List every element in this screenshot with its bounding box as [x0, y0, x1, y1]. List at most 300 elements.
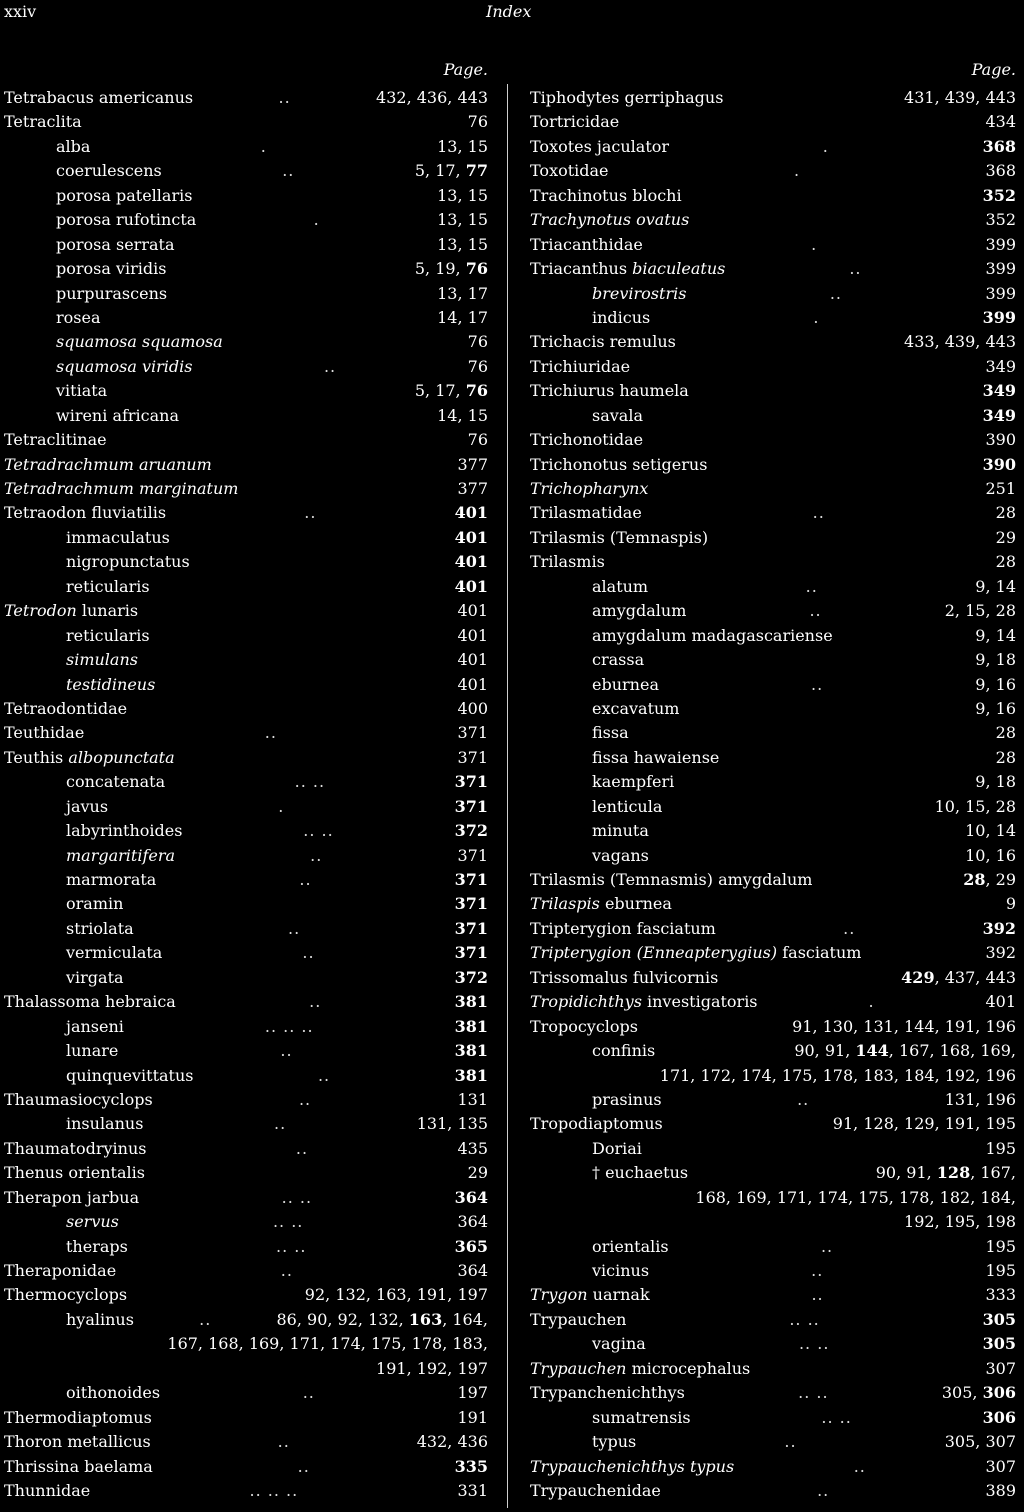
term-text: nigropunctatus — [66, 552, 190, 572]
term-text: reticularis — [66, 576, 150, 596]
term-text: Trilasmis — [530, 552, 605, 572]
entry-term — [4, 648, 138, 672]
page-ref: 13, 15 — [437, 234, 488, 254]
entry-pages — [985, 257, 1016, 281]
term-text: Thoron metallicus — [4, 1432, 151, 1452]
page-ref: 76 — [467, 356, 488, 376]
index-entry — [4, 184, 488, 208]
term-text: Tropidichthys — [530, 992, 642, 1012]
term-text: Trygon — [530, 1285, 588, 1305]
page-ref: 377 — [457, 479, 488, 498]
page-ref: 399 — [985, 259, 1016, 279]
page-ref: 13, 17 — [437, 283, 488, 303]
page-ref: 13, 15 — [437, 136, 488, 156]
page-ref: 401 — [985, 992, 1016, 1012]
term-text: Trachynotus ovatus — [530, 210, 690, 230]
page-ref: 352 — [985, 210, 1016, 230]
index-entry — [4, 1064, 488, 1088]
leader-dots: .. — [297, 1456, 310, 1476]
leader-dots: .. — [805, 576, 818, 596]
entry-term — [530, 1259, 649, 1283]
index-entry — [530, 159, 1016, 183]
leader-dots: . — [813, 307, 820, 327]
page-ref: 131, 196 — [944, 1089, 1016, 1109]
leader-dots: .. — [282, 161, 295, 181]
term-text: porosa patellaris — [56, 185, 193, 205]
page-ref: 14, 15 — [437, 405, 488, 425]
page-ref: 364 — [457, 1212, 488, 1232]
leader-dots: .. — [797, 1089, 810, 1109]
leader-dots: . — [278, 796, 285, 816]
index-entry — [530, 721, 1016, 745]
index-entry — [4, 624, 488, 648]
running-header: Index — [486, 2, 532, 21]
leader-dots: .. .. .. — [264, 1016, 314, 1036]
term-text: Tripterygion (Enneapterygius) — [530, 943, 778, 963]
leader-dots: . — [822, 136, 829, 156]
term-text: typus — [592, 1432, 637, 1452]
entry-term — [4, 1259, 116, 1283]
index-entry — [530, 379, 1016, 403]
entry-pages — [417, 1112, 488, 1136]
index-entry — [4, 1039, 488, 1063]
index-entry — [4, 1235, 488, 1259]
entry-term — [4, 1161, 145, 1185]
entry-term — [530, 1406, 691, 1430]
entry-term — [4, 159, 162, 183]
entry-term — [530, 868, 812, 892]
index-entry — [4, 697, 488, 721]
page-ref: 5, 17, — [414, 161, 466, 181]
index-entry — [4, 86, 488, 110]
entry-term — [530, 110, 619, 134]
leader-dots: . — [313, 210, 320, 230]
index-entry — [4, 844, 488, 868]
entry-term — [530, 526, 708, 550]
entry-pages — [975, 648, 1016, 672]
page-ref: 335 — [454, 1456, 488, 1476]
entry-term — [4, 575, 150, 599]
index-entry — [4, 892, 488, 916]
page-ref: , 164, — [442, 1309, 488, 1329]
entry-term — [4, 1479, 90, 1503]
entry-pages — [457, 453, 488, 477]
page-ref: 305, — [941, 1383, 983, 1403]
term-text: lunaris — [76, 601, 139, 621]
leader-dots: .. — [277, 1432, 290, 1452]
entry-pages — [942, 1381, 1016, 1405]
term-text: Trypauchen — [530, 1309, 627, 1329]
page-ref: 399 — [985, 283, 1016, 303]
term-text: amygdalum madagascariense — [592, 625, 833, 645]
index-entry — [4, 1161, 488, 1185]
index-entry — [4, 1210, 488, 1234]
page-ref: 381 — [454, 1065, 488, 1085]
term-text: Trypanchenichthys — [530, 1383, 685, 1403]
entry-pages — [975, 575, 1016, 599]
term-text: Tetraodon fluviatilis — [4, 503, 167, 523]
index-entry — [4, 1015, 488, 1039]
index-entry — [4, 208, 488, 232]
index-entry — [4, 233, 488, 257]
page-ref: 92, 132, 163, 191, 197 — [304, 1285, 488, 1305]
page-ref: 349 — [982, 381, 1016, 401]
entry-term — [4, 624, 150, 648]
index-entry — [4, 330, 488, 354]
entry-pages — [935, 795, 1016, 819]
entry-pages — [455, 550, 488, 574]
term-text: confinis — [592, 1041, 656, 1061]
entry-pages — [457, 648, 488, 672]
term-text: squamosa squamosa — [56, 332, 223, 352]
page-ref: 401 — [454, 527, 488, 547]
page-ref: 401 — [454, 503, 488, 523]
term-text: microcephalus — [626, 1358, 751, 1378]
term-text: Trilasmis (Temnaspis) — [530, 527, 709, 547]
index-entry — [4, 819, 488, 843]
term-text: Thaumatodryinus — [4, 1138, 147, 1158]
page-ref: 377 — [457, 454, 488, 474]
term-text: wireni africana — [56, 405, 180, 425]
entry-pages — [457, 1210, 488, 1234]
leader-dots: .. — [817, 1480, 830, 1500]
entry-term — [4, 135, 90, 159]
page-ref: 371 — [457, 747, 488, 767]
entry-term — [530, 233, 643, 257]
entry-pages — [455, 892, 488, 916]
index-entry — [530, 990, 1016, 1014]
term-text: Tiphodytes gerriphagus — [530, 88, 724, 107]
entry-pages — [468, 330, 488, 354]
leader-dots: .. — [298, 1089, 312, 1109]
entry-term — [4, 477, 238, 501]
index-entry — [4, 355, 488, 379]
entry-pages — [792, 1015, 1016, 1039]
leader-dots: .. — [317, 1065, 331, 1085]
leader-dots: .. — [278, 88, 291, 107]
entry-pages — [983, 453, 1016, 477]
entry-pages — [437, 404, 488, 428]
entry-term — [4, 990, 176, 1014]
entry-pages — [965, 844, 1016, 868]
page-ref: 191 — [457, 1407, 488, 1427]
page-ref: 128 — [936, 1163, 971, 1183]
term-text: oithonoides — [66, 1383, 161, 1403]
page-ref: 5, 17, — [414, 381, 466, 401]
index-entry — [530, 501, 1016, 525]
leader-dots: . — [811, 234, 818, 254]
index-entry — [4, 428, 488, 452]
term-text: Teuthidae — [4, 723, 85, 743]
page-ref: 163 — [408, 1309, 443, 1329]
index-entry — [4, 135, 488, 159]
entry-term — [530, 721, 629, 745]
entry-term — [530, 624, 833, 648]
page-ref: 197 — [457, 1383, 488, 1403]
index-entry — [530, 1406, 1016, 1430]
entry-pages — [457, 721, 488, 745]
entry-pages — [985, 941, 1016, 965]
term-text: savala — [592, 405, 643, 425]
column-divider — [507, 84, 508, 1508]
page-ref: 144 — [855, 1041, 889, 1061]
index-entry — [4, 257, 488, 281]
entry-term — [4, 1406, 152, 1430]
entry-pages — [415, 159, 488, 183]
entry-term — [530, 1479, 661, 1503]
entry-term — [4, 1430, 151, 1454]
page-ref: 5, 19, — [414, 259, 466, 279]
page-ref: 371 — [454, 918, 488, 938]
index-entry — [530, 233, 1016, 257]
entry-term — [4, 404, 179, 428]
entry-pages — [415, 379, 488, 403]
entry-pages — [996, 721, 1016, 745]
term-text: Trichiuridae — [530, 356, 631, 376]
index-entry — [530, 550, 1016, 574]
leader-dots: .. — [310, 845, 323, 865]
leader-dots: .. .. — [798, 1383, 829, 1403]
leader-dots: .. — [784, 1432, 797, 1452]
index-entry — [530, 135, 1016, 159]
index-entry-continuation: 167, 168, 169, 171, 174, 175, 178, 183, — [167, 1334, 488, 1354]
page-ref: 434 — [985, 112, 1016, 132]
entry-pages — [963, 868, 1016, 892]
page-ref: 368 — [982, 136, 1016, 156]
index-entry — [530, 1137, 1016, 1161]
page-ref: 9, 16 — [975, 698, 1016, 718]
entry-term — [4, 721, 84, 745]
index-entry — [530, 819, 1016, 843]
term-text: Trypauchenichthys typus — [530, 1456, 735, 1476]
entry-term — [4, 746, 175, 770]
entry-pages — [455, 868, 488, 892]
entry-pages — [985, 1357, 1016, 1381]
term-text: eburnea — [592, 674, 659, 694]
page-ref: 76 — [465, 259, 488, 279]
page-ref: 371 — [454, 894, 488, 914]
index-entry — [530, 917, 1016, 941]
entry-term — [4, 306, 101, 330]
entry-term — [530, 673, 659, 697]
entry-pages — [455, 770, 488, 794]
leader-dots: .. — [304, 503, 317, 523]
entry-pages — [904, 330, 1016, 354]
index-entry — [4, 282, 488, 306]
index-entry — [530, 1112, 1016, 1136]
term-text: Tropodiaptomus — [530, 1114, 663, 1134]
entry-term — [530, 770, 674, 794]
index-entry — [530, 844, 1016, 868]
leader-dots: .. — [309, 992, 322, 1012]
right-index-column — [530, 54, 1016, 1503]
index-entry — [4, 990, 488, 1014]
index-entry-continuation: 192, 195, 198 — [904, 1212, 1016, 1232]
page-ref: 371 — [457, 845, 488, 865]
page-ref: 390 — [982, 454, 1016, 474]
entry-term — [4, 550, 190, 574]
entry-pages — [455, 526, 488, 550]
entry-term — [4, 233, 174, 257]
leader-dots: .. .. — [789, 1309, 820, 1329]
page-column-label: Page. — [971, 60, 1016, 79]
entry-term — [4, 208, 196, 232]
term-text: vagans — [592, 845, 649, 865]
entry-pages — [437, 135, 488, 159]
page-ref: 371 — [454, 796, 488, 816]
entry-term — [530, 1235, 669, 1259]
entry-term — [530, 453, 707, 477]
page-ref: 381 — [454, 1041, 488, 1061]
entry-pages — [455, 1064, 488, 1088]
entry-pages — [455, 819, 488, 843]
entry-pages — [457, 1088, 488, 1112]
entry-pages — [975, 697, 1016, 721]
entry-pages — [457, 624, 488, 648]
entry-term — [4, 844, 175, 868]
entry-pages — [945, 1088, 1016, 1112]
page-ref: 28 — [995, 723, 1016, 743]
term-text: amygdalum — [592, 601, 687, 621]
entry-pages — [983, 379, 1016, 403]
entry-pages — [983, 917, 1016, 941]
entry-pages — [985, 282, 1016, 306]
term-text: Thunnidae — [4, 1480, 91, 1500]
page-ref: 28 — [995, 552, 1016, 572]
page-ref: , 167, — [970, 1163, 1016, 1183]
entry-term — [530, 966, 718, 990]
page-ref: 371 — [457, 723, 488, 743]
entry-pages — [985, 1259, 1016, 1283]
page-ref: 401 — [457, 625, 488, 645]
page-ref: 306 — [982, 1407, 1016, 1427]
term-text: excavatum — [592, 698, 680, 718]
entry-pages — [415, 257, 488, 281]
index-entry — [530, 257, 1016, 281]
index-entry — [530, 599, 1016, 623]
page-ref: 9, 14 — [975, 576, 1016, 596]
entry-term — [4, 1308, 134, 1332]
term-text: Tortricidae — [530, 112, 620, 132]
page-ref: 13, 15 — [437, 185, 488, 205]
entry-term — [530, 1308, 626, 1332]
entry-pages — [985, 1455, 1016, 1479]
page-ref: 9, 18 — [975, 772, 1016, 792]
leader-dots: .. — [264, 723, 277, 743]
term-text: sumatrensis — [592, 1407, 691, 1427]
page-ref: 9, 16 — [975, 674, 1016, 694]
page-ref: 195 — [985, 1261, 1016, 1280]
leader-dots: .. .. .. — [249, 1480, 299, 1500]
entry-term — [4, 1283, 127, 1307]
page-ref: 371 — [454, 870, 488, 889]
entry-term — [530, 746, 719, 770]
leader-dots: .. — [288, 918, 301, 938]
page-ref: 305 — [982, 1334, 1016, 1354]
entry-pages — [1006, 892, 1016, 916]
entry-pages — [985, 990, 1016, 1014]
entry-term — [4, 795, 108, 819]
leader-dots: .. .. — [276, 1236, 307, 1256]
entry-pages — [455, 917, 488, 941]
page-ref: 195 — [985, 1236, 1016, 1256]
entry-pages — [457, 1479, 488, 1503]
index-entry — [530, 1283, 1016, 1307]
page-ref: 131 — [457, 1089, 488, 1109]
index-entry — [530, 1430, 1016, 1454]
term-text: fissa hawaiense — [592, 747, 720, 767]
leader-dots: .. .. — [303, 821, 334, 841]
page-ref: 90, 91, — [875, 1163, 937, 1183]
term-text: hyalinus — [66, 1309, 134, 1329]
entry-pages — [985, 208, 1016, 232]
entry-pages — [437, 306, 488, 330]
index-entry — [530, 746, 1016, 770]
left-index-column — [4, 54, 488, 1503]
term-text: purpurascens — [56, 283, 168, 303]
index-entry — [4, 966, 488, 990]
entry-pages — [468, 1161, 488, 1185]
page-ref: 306 — [982, 1383, 1016, 1403]
entry-term — [530, 208, 689, 232]
entry-term — [4, 1039, 118, 1063]
page-ref: 307 — [985, 1456, 1016, 1476]
entry-pages — [901, 966, 1016, 990]
entry-term — [4, 1137, 146, 1161]
index-entry — [4, 1088, 488, 1112]
entry-term — [530, 844, 649, 868]
index-entry — [4, 746, 488, 770]
term-text: Trilasmis (Temnasmis) amygdalum — [530, 870, 813, 889]
page-ref: 13, 15 — [437, 210, 488, 230]
leader-dots: .. — [811, 674, 824, 694]
entry-term — [530, 330, 676, 354]
entry-pages — [794, 1039, 1016, 1063]
page-ref: , 437, 443 — [934, 967, 1016, 987]
entry-term — [530, 990, 758, 1014]
index-entry — [4, 1137, 488, 1161]
leader-dots: .. — [812, 503, 825, 523]
page-ref: 91, 130, 131, 144, 191, 196 — [792, 1016, 1016, 1036]
term-text: Trichacis remulus — [530, 332, 676, 352]
term-text: javus — [66, 796, 109, 816]
index-entry — [4, 1479, 488, 1503]
term-text: porosa viridis — [56, 259, 167, 279]
index-entry — [4, 917, 488, 941]
index-entry — [4, 575, 488, 599]
page-ref: 91, 128, 129, 191, 195 — [832, 1114, 1016, 1134]
term-text: vermiculata — [66, 943, 163, 963]
term-text: reticularis — [66, 625, 150, 645]
entry-pages — [457, 844, 488, 868]
leader-dots: .. .. — [294, 772, 326, 792]
index-entry — [4, 379, 488, 403]
term-text: immaculatus — [66, 527, 170, 547]
entry-term — [530, 1357, 750, 1381]
term-text: Trypauchenidae — [530, 1480, 661, 1500]
leader-dots: .. — [299, 870, 312, 889]
entry-pages — [468, 355, 488, 379]
entry-pages — [983, 135, 1016, 159]
page-ref: , 167, 168, 169, — [888, 1041, 1016, 1061]
index-entry — [4, 1186, 488, 1210]
entry-term — [530, 1161, 688, 1185]
leader-dots: . — [793, 161, 801, 181]
entry-term — [530, 819, 649, 843]
page-ref: 76 — [465, 381, 488, 401]
index-entry — [530, 770, 1016, 794]
leader-dots: .. — [853, 1456, 866, 1476]
